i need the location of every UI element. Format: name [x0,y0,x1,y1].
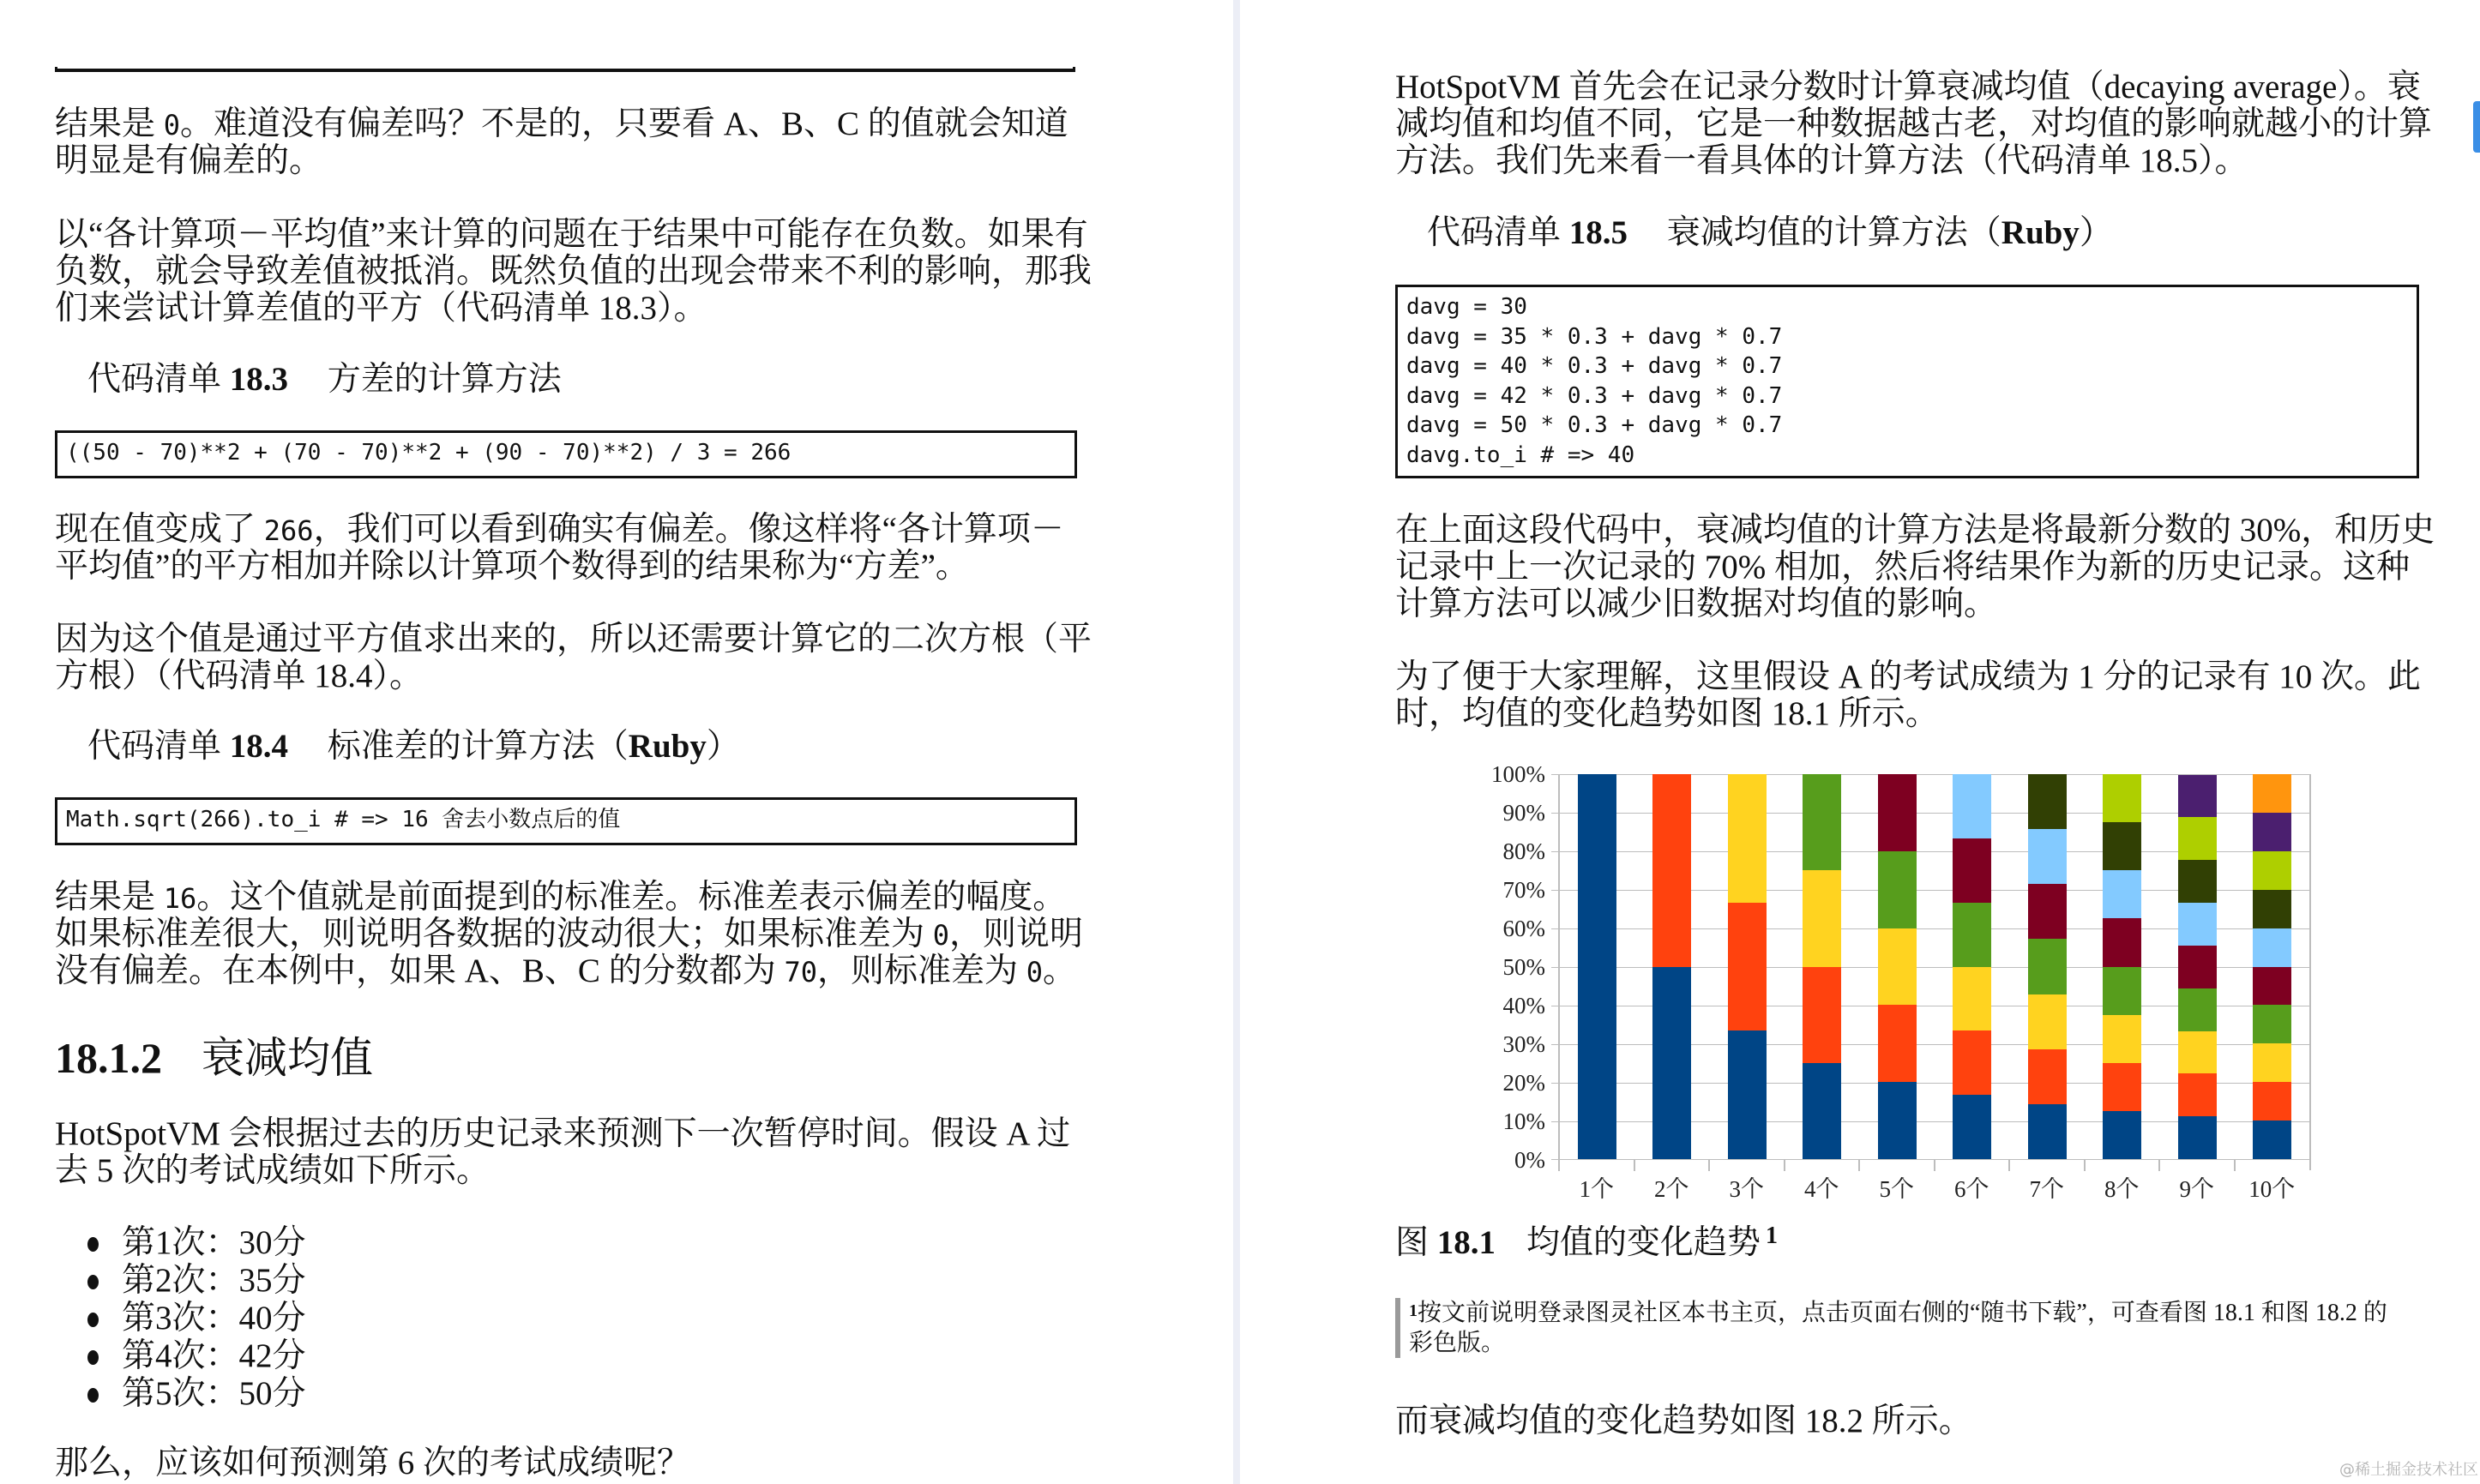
x-tick-label: 5个 [1879,1176,1914,1202]
paragraph-variance-line2: 平均值”的平方相加并除以计算项个数得到的结果称为“方差”。 [55,548,969,585]
bar-segment [2028,774,2067,829]
bar-segment [2178,946,2217,988]
bar-segment [1803,774,1841,870]
bar-segment [2253,1121,2291,1159]
bar-segment [2253,967,2291,1006]
section-heading-decaying-average: 18.1.2 衰减均值 [55,1034,373,1082]
listing-18-3-caption: 代码清单 18.3 方差的计算方法 [87,361,562,398]
bar-segment [1953,1030,1991,1095]
paragraph-figure-18-2-ref: 而衰减均值的变化趋势如图 18.2 所示。 [1395,1403,1972,1439]
bar-segment [1878,851,1917,928]
x-tick-label: 4个 [1804,1176,1839,1202]
bar-segment [2178,1073,2217,1116]
listing-18-3-code: ((50 - 70)**2 + (70 - 70)**2 + (90 - 70)**2) / 3 = 266 [55,430,1077,478]
bar-segment [2103,1063,2141,1111]
bar-segment [1878,928,1917,1006]
paragraph-hotspot-predict-line1: HotSpotVM 会根据过去的历史记录来预测下一次暂停时间。假设 A 过 [55,1115,1071,1152]
bar-segment [2253,813,2291,851]
bar-segment [1953,903,1991,967]
stacked-bar [1953,774,1991,1159]
bar-segment [1953,774,1991,838]
x-tick [1784,1159,1785,1171]
stacked-bar [1652,774,1691,1159]
x-tick-label: 2个 [1654,1176,1689,1202]
x-tick [1858,1159,1860,1171]
footnote-marker: 1 [1766,1223,1779,1249]
listing-18-4-code: Math.sqrt(266).to_i # => 16 舍去小数点后的值 [55,797,1077,845]
stacked-bar [2253,774,2291,1159]
y-tick-label: 90% [1502,800,1545,826]
paragraph-bias-result: 结果是 0。难道没有偏差吗？不是的，只要看 A、B、C 的值就会知道 [55,105,1068,142]
score-list-item: 第2次：35分 [75,1262,306,1300]
stacked-bar [1803,774,1841,1159]
y-tick-label: 40% [1502,993,1545,1018]
stacked-bar [2103,774,2141,1159]
bar-segment [2178,1116,2217,1159]
watermark: @稀土掘金技术社区 [2339,1461,2478,1479]
y-axis-line [1558,774,1560,1170]
bar-segment [2253,1082,2291,1121]
bar-segment [1728,774,1767,903]
x-tick-label: 8个 [2104,1176,2140,1202]
y-tick-label: 30% [1502,1031,1545,1057]
bar-segment [2178,860,2217,903]
paragraph-variance-line1: 现在值变成了 266，我们可以看到确实有偏差。像这样将“各计算项－ [55,511,1064,548]
bar-segment [2253,1043,2291,1082]
bar-segment [2028,939,2067,994]
bar-segment [2103,967,2141,1015]
stacked-bar [2178,774,2217,1159]
paragraph-predict-question: 那么，应该如何预测第 6 次的考试成绩呢？ [55,1445,691,1481]
paragraph-decaying-explain-line2: 记录中上一次记录的 70% 相加，然后将结果作为新的历史记录。这种 [1395,549,2410,586]
score-list-item: 第4次：42分 [75,1337,306,1375]
bar-segment [1878,1005,1917,1082]
bar-segment [2103,918,2141,966]
bar-segment [1803,870,1841,966]
paragraph-decaying-intro-line2: 减均值和均值不同，它是一种数据越古老，对均值的影响就越小的计算 [1395,105,2433,142]
bar-segment [1953,838,1991,903]
x-tick-label: 9个 [2179,1176,2214,1202]
paragraph-decaying-intro-line1: HotSpotVM 首先会在记录分数时计算衰减均值（decaying average）。衰 [1395,69,2421,105]
score-list [75,1224,306,1413]
bar-segment [2103,774,2141,822]
right-axis-line [2309,774,2311,1170]
bar-segment [2253,774,2291,813]
bar-segment [2028,829,2067,884]
bar-segment [2178,1031,2217,1074]
stacked-bar [1878,774,1917,1159]
paragraph-stddev-line1: 结果是 16。这个值就是前面提到的标准差。标准差表示偏差的幅度。 [55,879,1067,916]
stacked-bar [1578,774,1616,1159]
bar-segment [2253,928,2291,967]
x-tick [1634,1159,1635,1171]
score-list-item: 第3次：40分 [75,1300,306,1337]
bar-segment [2178,775,2217,818]
bar-segment [2253,851,2291,890]
bar-segment [2253,890,2291,928]
mean-trend-chart [1475,754,2333,1200]
paragraph-bias-result-line2: 明显是有偏差的。 [55,142,323,179]
y-tick-label: 60% [1502,916,1545,941]
stacked-bar [1728,774,1767,1159]
bar-segment [2178,817,2217,860]
bar-segment [1803,967,1841,1063]
bar-segment [1953,967,1991,1031]
paragraph-stddev-line3: 没有偏差。在本例中，如果 A、B、C 的分数都为 70，则标准差为 0。 [55,952,1077,989]
paragraph-hotspot-predict-line2: 去 5 次的考试成绩如下所示。 [55,1152,491,1189]
scrollbar-thumb[interactable] [2473,101,2480,153]
bar-segment [1803,1063,1841,1159]
stacked-bar [2028,774,2067,1159]
bar-segment [1652,967,1691,1160]
x-tick-label: 10个 [2248,1176,2296,1202]
paragraph-decaying-explain-line1: 在上面这段代码中，衰减均值的计算方法是将最新分数的 30%，和历史 [1395,512,2435,549]
code-box-bottom-edge [55,67,1075,72]
listing-18-4-caption: 代码清单 18.4 标准差的计算方法（Ruby） [87,728,740,765]
bar-segment [2103,1111,2141,1159]
bar-segment [2028,994,2067,1049]
bar-segment [2028,884,2067,939]
bar-segment [2103,1015,2141,1063]
y-tick-label: 0% [1514,1147,1545,1173]
bar-segment [2103,822,2141,870]
paragraph-decaying-explain-line3: 计算方法可以减少旧数据对均值的影响。 [1395,586,1998,622]
bar-segment [2103,870,2141,918]
y-tick-label: 10% [1502,1108,1545,1134]
y-tick-label: 100% [1491,761,1545,787]
x-tick [1558,1159,1560,1171]
score-list-item: 第5次：50分 [75,1375,306,1413]
bar-segment [1578,774,1616,1159]
x-axis-line [1551,1159,2309,1160]
bar-segment [1652,774,1691,967]
bar-segment [2178,903,2217,946]
x-tick [2084,1159,2086,1171]
paragraph-sqrt-line1: 因为这个值是通过平方值求出来的，所以还需要计算它的二次方根（平 [55,621,1093,658]
paragraph-stddev-line2: 如果标准差很大，则说明各数据的波动很大；如果标准差为 0，则说明 [55,916,1084,952]
y-tick-label: 20% [1502,1070,1545,1096]
paragraph-example-line1: 为了便于大家理解，这里假设 A 的考试成绩为 1 分的记录有 10 次。此 [1395,658,2422,695]
x-tick-label: 6个 [1954,1176,1989,1202]
x-tick [2234,1159,2236,1171]
bar-segment [2253,1005,2291,1043]
bar-segment [2028,1049,2067,1104]
x-tick [1708,1159,1710,1171]
listing-18-5-caption: 代码清单 18.5 衰减均值的计算方法（Ruby） [1427,214,2113,251]
x-tick-label: 1个 [1579,1176,1614,1202]
bar-segment [1878,774,1917,851]
bar-segment [2028,1104,2067,1159]
bar-segment [1728,1030,1767,1159]
x-tick-label: 7个 [2029,1176,2064,1202]
paragraph-negative-issue-line1: 以“各计算项－平均值”来计算的问题在于结果中可能存在负数。如果有 [55,216,1088,253]
y-tick-label: 80% [1502,838,1545,864]
y-tick-label: 70% [1502,877,1545,903]
score-list-item: 第1次：30分 [75,1224,306,1262]
x-tick [1934,1159,1935,1171]
bar-segment [1878,1082,1917,1159]
paragraph-example-line2: 时，均值的变化趋势如图 18.1 所示。 [1395,695,1939,732]
x-tick [2158,1159,2160,1171]
page-divider [1233,0,1240,1484]
paragraph-negative-issue-line2: 负数，就会导致差值被抵消。既然负值的出现会带来不利的影响，那我 [55,253,1093,290]
bar-segment [1728,903,1767,1031]
paragraph-negative-issue-line3: 们来尝试计算差值的平方（代码清单 18.3）。 [55,290,707,327]
x-tick-label: 3个 [1729,1176,1764,1202]
bar-segment [2178,988,2217,1031]
figure-18-1-caption: 图 18.1 均值的变化趋势 $^1$ [1395,1223,1779,1261]
paragraph-sqrt-line2: 方根）（代码清单 18.4）。 [55,658,424,694]
left-page [0,0,1235,1484]
paragraph-decaying-intro-line3: 方法。我们先来看一看具体的计算方法（代码清单 18.5）。 [1395,142,2248,179]
x-tick [2008,1159,2010,1171]
listing-18-5-code: davg = 30 davg = 35 * 0.3 + davg * 0.7 davg = 40 * 0.3 + davg * 0.7 davg = 42 * 0.3 + davg * 0.7 davg = 50 * 0.3 + davg * 0.7 davg.to_i # => 40 [1395,285,2419,478]
bar-segment [1953,1095,1991,1159]
y-tick-label: 50% [1502,954,1545,980]
footnote: $^1$按文前说明登录图灵社区本书主页，点击页面右侧的“随书下载”，可查看图 18.1 和图 18.2 的 彩色版。 [1395,1298,2420,1358]
